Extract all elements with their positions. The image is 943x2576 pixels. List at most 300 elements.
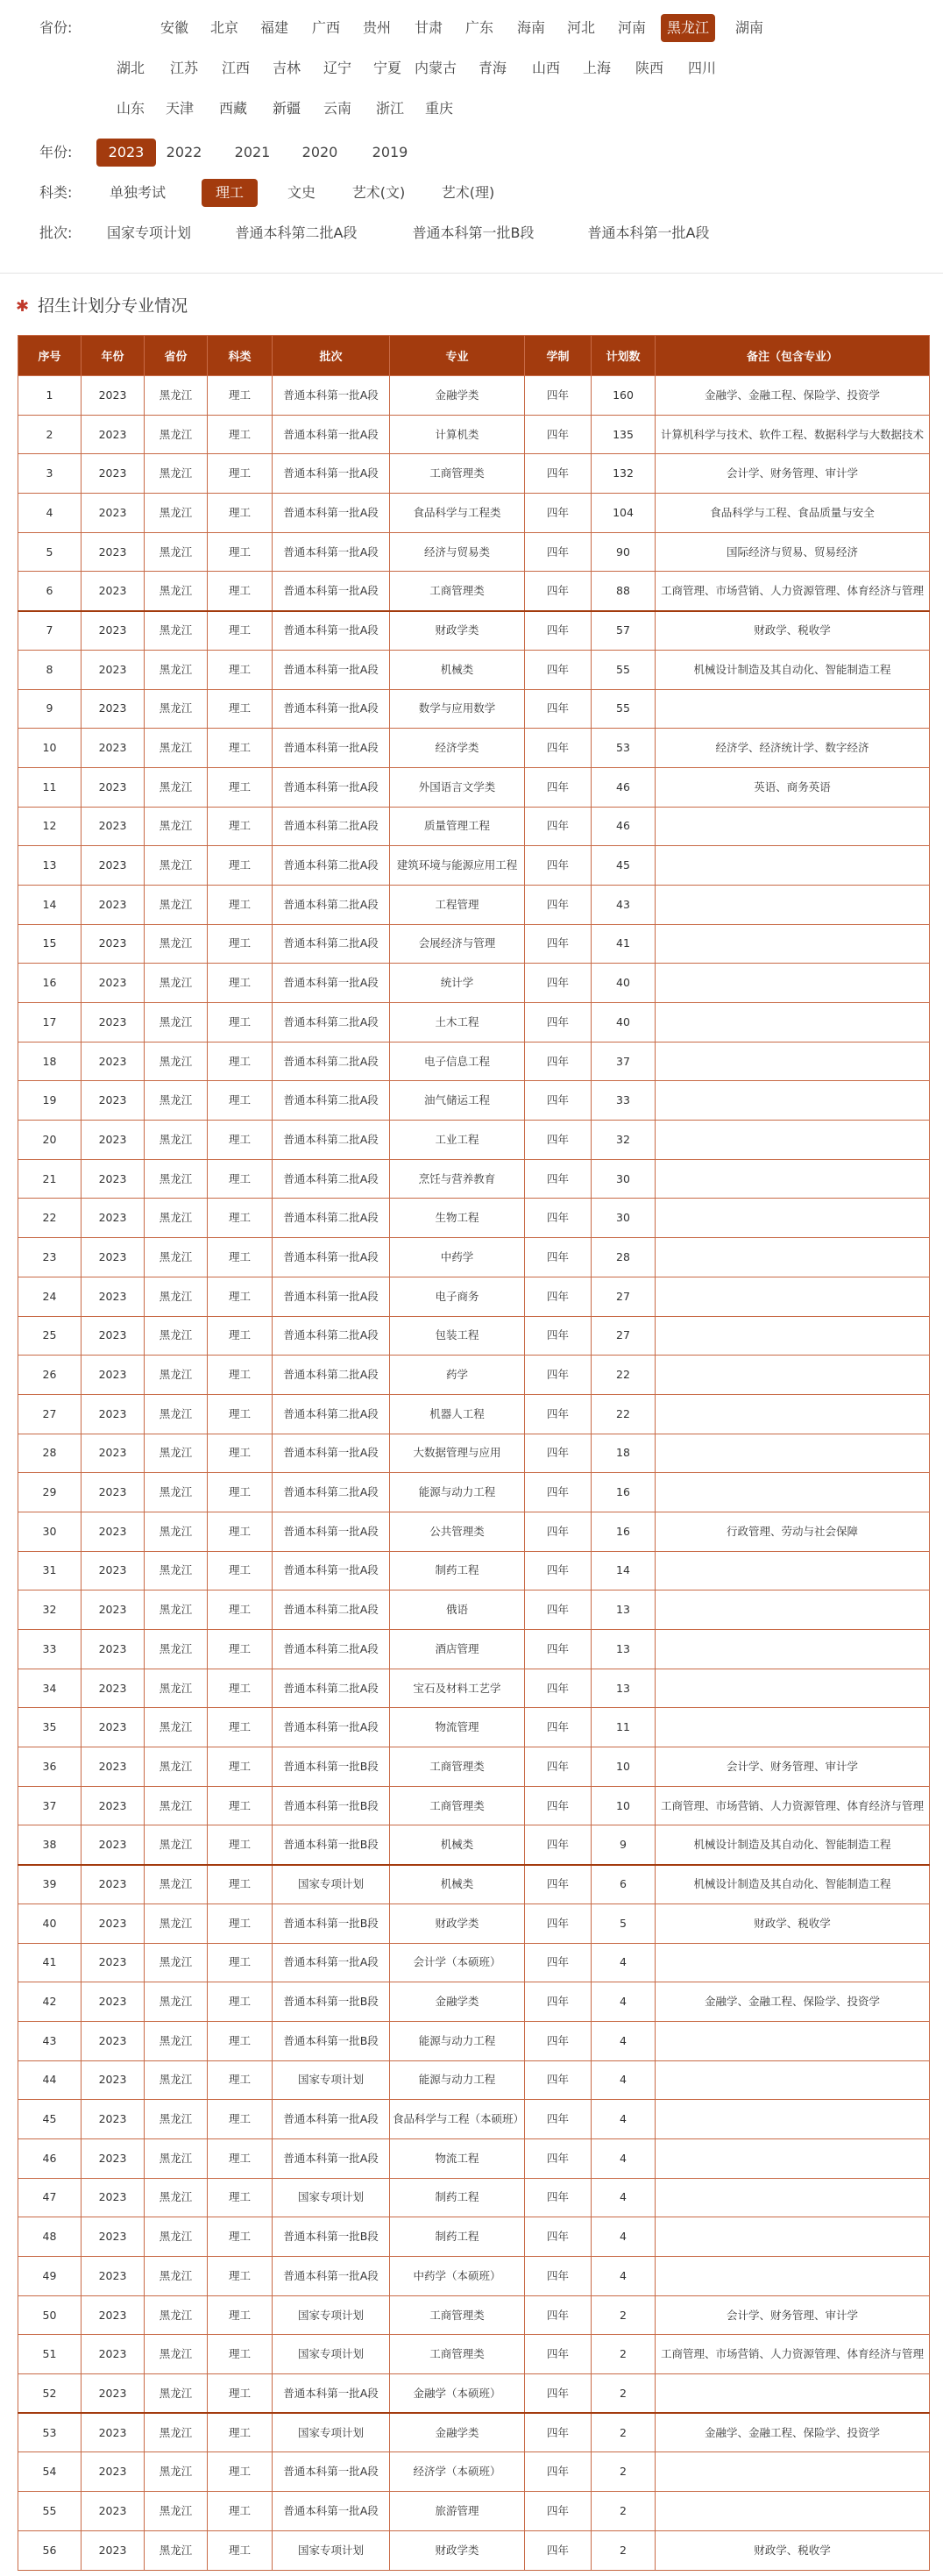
row-index: 39 [18, 1865, 82, 1904]
row-batch: 普通本科第一批A段 [273, 2452, 390, 2492]
subject-option[interactable]: 艺术(文) [351, 184, 406, 201]
row-index: 28 [18, 1434, 82, 1473]
row-province: 黑龙江 [145, 2060, 208, 2100]
row-province: 黑龙江 [145, 415, 208, 454]
row-index: 38 [18, 1825, 82, 1865]
province-option[interactable]: 湖北 [116, 60, 145, 76]
asterisk-icon: ✱ [16, 297, 30, 316]
province-option[interactable]: 甘肃 [414, 19, 443, 36]
province-option[interactable]: 广西 [311, 19, 340, 36]
row-remarks: 会计学、财务管理、审计学 [656, 454, 930, 494]
row-remarks [656, 1590, 930, 1630]
subject-label: 科类: [39, 184, 73, 201]
table-row [18, 1003, 930, 1042]
row-remarks: 会计学、财务管理、审计学 [656, 2295, 930, 2335]
subject-filter-row [39, 179, 933, 207]
row-subject: 理工 [208, 2374, 273, 2414]
row-major: 大数据管理与应用 [390, 1434, 525, 1473]
row-subject: 理工 [208, 2178, 273, 2217]
row-year: 2023 [82, 1473, 145, 1512]
row-subject: 理工 [208, 1943, 273, 1982]
batch-label: 批次: [39, 224, 73, 241]
table-row [18, 2178, 930, 2217]
row-index: 2 [18, 415, 82, 454]
subject-option[interactable]: 艺术(理) [441, 184, 495, 201]
row-duration: 四年 [525, 924, 592, 964]
row-province: 黑龙江 [145, 1081, 208, 1121]
row-index: 34 [18, 1669, 82, 1708]
row-major: 电子信息工程 [390, 1042, 525, 1081]
row-plan-count: 135 [592, 415, 656, 454]
row-remarks: 财政学、税收学 [656, 611, 930, 651]
row-batch: 普通本科第一批A段 [273, 650, 390, 689]
subject-option[interactable]: 文史 [287, 184, 316, 201]
row-remarks [656, 1394, 930, 1434]
row-province: 黑龙江 [145, 1394, 208, 1434]
row-batch: 普通本科第一批A段 [273, 376, 390, 416]
year-option[interactable]: 2020 [301, 144, 338, 160]
batch-option[interactable]: 国家专项计划 [106, 224, 191, 241]
row-subject: 理工 [208, 2335, 273, 2374]
row-remarks [656, 1669, 930, 1708]
table-row [18, 1434, 930, 1473]
table-row [18, 1943, 930, 1982]
row-plan-count: 13 [592, 1630, 656, 1669]
row-subject: 理工 [208, 1982, 273, 2022]
row-subject: 理工 [208, 1630, 273, 1669]
row-duration: 四年 [525, 650, 592, 689]
province-option[interactable]: 江苏 [169, 60, 198, 76]
row-batch: 普通本科第一批A段 [273, 494, 390, 533]
row-index: 36 [18, 1747, 82, 1787]
row-index: 6 [18, 572, 82, 611]
row-province: 黑龙江 [145, 689, 208, 729]
row-remarks [656, 1708, 930, 1747]
row-major: 经济与贸易类 [390, 532, 525, 572]
table-row [18, 1199, 930, 1238]
row-subject: 理工 [208, 611, 273, 651]
row-batch: 普通本科第一批B段 [273, 2217, 390, 2257]
row-subject: 理工 [208, 2217, 273, 2257]
row-duration: 四年 [525, 2492, 592, 2531]
table-row [18, 846, 930, 886]
row-province: 黑龙江 [145, 767, 208, 807]
row-major: 工业工程 [390, 1121, 525, 1160]
row-year: 2023 [82, 2178, 145, 2217]
row-remarks: 机械设计制造及其自动化、智能制造工程 [656, 1825, 930, 1865]
province-option[interactable]: 新疆 [272, 100, 301, 117]
row-year: 2023 [82, 376, 145, 416]
row-province: 黑龙江 [145, 532, 208, 572]
province-option[interactable]: 广东 [464, 19, 493, 36]
row-remarks: 工商管理、市场营销、人力资源管理、体育经济与管理 [656, 2335, 930, 2374]
table-row [18, 1669, 930, 1708]
table-row [18, 2452, 930, 2492]
row-year: 2023 [82, 2257, 145, 2296]
row-index: 44 [18, 2060, 82, 2100]
row-subject: 理工 [208, 2452, 273, 2492]
row-major: 制药工程 [390, 2178, 525, 2217]
province-option[interactable]: 天津 [165, 100, 194, 117]
row-province: 黑龙江 [145, 1473, 208, 1512]
row-subject: 理工 [208, 1747, 273, 1787]
row-year: 2023 [82, 1277, 145, 1316]
row-duration: 四年 [525, 1434, 592, 1473]
row-index: 16 [18, 964, 82, 1003]
province-option[interactable]: 宁夏 [372, 60, 401, 76]
year-filter-row [39, 139, 933, 167]
row-major: 建筑环境与能源应用工程 [390, 846, 525, 886]
row-batch: 普通本科第二批A段 [273, 1081, 390, 1121]
row-batch: 普通本科第一批A段 [273, 1943, 390, 1982]
row-index: 15 [18, 924, 82, 964]
province-option[interactable]: 河南 [617, 19, 646, 36]
row-plan-count: 30 [592, 1199, 656, 1238]
row-index: 4 [18, 494, 82, 533]
row-major: 酒店管理 [390, 1630, 525, 1669]
filter-panel [0, 0, 943, 274]
column-header: 学制 [525, 336, 592, 376]
row-duration: 四年 [525, 1943, 592, 1982]
table-row [18, 1630, 930, 1669]
province-option[interactable]: 浙江 [375, 100, 404, 117]
row-index: 55 [18, 2492, 82, 2531]
row-province: 黑龙江 [145, 572, 208, 611]
row-batch: 普通本科第二批A段 [273, 1042, 390, 1081]
row-index: 30 [18, 1512, 82, 1551]
row-province: 黑龙江 [145, 1238, 208, 1277]
row-duration: 四年 [525, 1512, 592, 1551]
batch-filter-row [39, 219, 933, 247]
row-duration: 四年 [525, 2295, 592, 2335]
province-option[interactable]: 内蒙古 [414, 60, 457, 76]
province-option[interactable]: 河北 [566, 19, 595, 36]
table-row [18, 1042, 930, 1081]
row-major: 食品科学与工程类 [390, 494, 525, 533]
province-option[interactable]: 山西 [531, 60, 560, 76]
row-plan-count: 40 [592, 1003, 656, 1042]
table-row [18, 1316, 930, 1356]
row-plan-count: 27 [592, 1316, 656, 1356]
row-plan-count: 132 [592, 454, 656, 494]
row-remarks [656, 1356, 930, 1395]
row-province: 黑龙江 [145, 1042, 208, 1081]
row-subject: 理工 [208, 1512, 273, 1551]
province-option[interactable]: 吉林 [272, 60, 301, 76]
row-batch: 普通本科第一批B段 [273, 1747, 390, 1787]
province-option[interactable]: 西藏 [218, 100, 247, 117]
row-major: 数学与应用数学 [390, 689, 525, 729]
row-province: 黑龙江 [145, 2530, 208, 2570]
row-plan-count: 43 [592, 885, 656, 924]
row-remarks: 工商管理、市场营销、人力资源管理、体育经济与管理 [656, 572, 930, 611]
table-row [18, 729, 930, 768]
row-index: 40 [18, 1904, 82, 1943]
column-header: 计划数 [592, 336, 656, 376]
row-batch: 普通本科第一批A段 [273, 1277, 390, 1316]
row-duration: 四年 [525, 572, 592, 611]
row-year: 2023 [82, 807, 145, 846]
row-major: 工商管理类 [390, 1747, 525, 1787]
province-option[interactable]: 安徽 [160, 19, 188, 36]
row-batch: 国家专项计划 [273, 1865, 390, 1904]
row-batch: 普通本科第一批A段 [273, 2492, 390, 2531]
row-year: 2023 [82, 1786, 145, 1825]
table-row [18, 2021, 930, 2060]
row-plan-count: 55 [592, 689, 656, 729]
row-duration: 四年 [525, 2138, 592, 2178]
row-duration: 四年 [525, 2257, 592, 2296]
province-option[interactable]: 重庆 [424, 100, 453, 117]
row-plan-count: 27 [592, 1277, 656, 1316]
row-plan-count: 22 [592, 1394, 656, 1434]
row-index: 21 [18, 1159, 82, 1199]
row-province: 黑龙江 [145, 1669, 208, 1708]
row-major: 工商管理类 [390, 2295, 525, 2335]
row-province: 黑龙江 [145, 2257, 208, 2296]
province-option[interactable]: 黑龙江 [661, 14, 715, 42]
row-index: 33 [18, 1630, 82, 1669]
row-province: 黑龙江 [145, 2100, 208, 2139]
province-option[interactable]: 陕西 [635, 60, 663, 76]
row-major: 金融学类 [390, 1982, 525, 2022]
row-plan-count: 13 [592, 1590, 656, 1630]
row-plan-count: 2 [592, 2530, 656, 2570]
batch-option[interactable]: 普通本科第二批A段 [235, 224, 358, 241]
row-index: 49 [18, 2257, 82, 2296]
row-subject: 理工 [208, 454, 273, 494]
table-row [18, 1473, 930, 1512]
row-major: 外国语言文学类 [390, 767, 525, 807]
row-index: 43 [18, 2021, 82, 2060]
row-province: 黑龙江 [145, 1630, 208, 1669]
row-batch: 国家专项计划 [273, 2530, 390, 2570]
row-plan-count: 4 [592, 2178, 656, 2217]
row-province: 黑龙江 [145, 2492, 208, 2531]
table-row [18, 1159, 930, 1199]
year-option[interactable]: 2022 [166, 144, 202, 160]
row-batch: 普通本科第一批A段 [273, 2100, 390, 2139]
year-option[interactable]: 2021 [234, 144, 271, 160]
row-year: 2023 [82, 885, 145, 924]
province-option[interactable]: 海南 [516, 19, 545, 36]
row-province: 黑龙江 [145, 1865, 208, 1904]
row-major: 电子商务 [390, 1277, 525, 1316]
row-year: 2023 [82, 2335, 145, 2374]
row-province: 黑龙江 [145, 376, 208, 416]
row-province: 黑龙江 [145, 2335, 208, 2374]
row-subject: 理工 [208, 2530, 273, 2570]
row-province: 黑龙江 [145, 807, 208, 846]
row-plan-count: 40 [592, 964, 656, 1003]
row-year: 2023 [82, 2138, 145, 2178]
table-row [18, 1865, 930, 1904]
row-year: 2023 [82, 1238, 145, 1277]
row-duration: 四年 [525, 494, 592, 533]
row-index: 25 [18, 1316, 82, 1356]
row-major: 工程管理 [390, 885, 525, 924]
row-province: 黑龙江 [145, 2021, 208, 2060]
row-province: 黑龙江 [145, 1316, 208, 1356]
row-province: 黑龙江 [145, 964, 208, 1003]
row-province: 黑龙江 [145, 2374, 208, 2414]
row-remarks [656, 964, 930, 1003]
row-duration: 四年 [525, 2060, 592, 2100]
table-row [18, 689, 930, 729]
year-label: 年份: [39, 144, 73, 160]
column-header: 年份 [82, 336, 145, 376]
column-header: 省份 [145, 336, 208, 376]
column-header: 批次 [273, 336, 390, 376]
row-subject: 理工 [208, 1238, 273, 1277]
row-duration: 四年 [525, 1277, 592, 1316]
row-subject: 理工 [208, 2060, 273, 2100]
table-row [18, 2257, 930, 2296]
row-duration: 四年 [525, 1159, 592, 1199]
row-remarks [656, 2217, 930, 2257]
row-plan-count: 13 [592, 1669, 656, 1708]
row-batch: 普通本科第二批A段 [273, 1316, 390, 1356]
row-batch: 普通本科第一批A段 [273, 964, 390, 1003]
row-index: 12 [18, 807, 82, 846]
row-remarks [656, 1630, 930, 1669]
row-index: 54 [18, 2452, 82, 2492]
row-subject: 理工 [208, 1199, 273, 1238]
row-plan-count: 5 [592, 1904, 656, 1943]
row-year: 2023 [82, 1356, 145, 1395]
table-row [18, 2060, 930, 2100]
row-duration: 四年 [525, 1590, 592, 1630]
province-option[interactable]: 辽宁 [323, 60, 351, 76]
row-province: 黑龙江 [145, 2217, 208, 2257]
row-batch: 普通本科第一批A段 [273, 767, 390, 807]
row-year: 2023 [82, 650, 145, 689]
row-year: 2023 [82, 1121, 145, 1160]
row-duration: 四年 [525, 454, 592, 494]
row-subject: 理工 [208, 2492, 273, 2531]
row-remarks [656, 1121, 930, 1160]
row-batch: 普通本科第二批A段 [273, 1630, 390, 1669]
row-plan-count: 4 [592, 1943, 656, 1982]
row-remarks [656, 2100, 930, 2139]
row-batch: 国家专项计划 [273, 2060, 390, 2100]
row-duration: 四年 [525, 2413, 592, 2452]
batch-option[interactable]: 普通本科第一批A段 [587, 224, 710, 241]
row-subject: 理工 [208, 1121, 273, 1160]
row-plan-count: 4 [592, 2021, 656, 2060]
province-option[interactable]: 青海 [478, 60, 507, 76]
row-index: 32 [18, 1590, 82, 1630]
year-option[interactable]: 2023 [96, 139, 156, 167]
province-option[interactable]: 湖南 [734, 19, 763, 36]
row-plan-count: 2 [592, 2452, 656, 2492]
row-batch: 普通本科第一批B段 [273, 1786, 390, 1825]
row-batch: 普通本科第一批A段 [273, 689, 390, 729]
row-batch: 普通本科第一批A段 [273, 415, 390, 454]
batch-option[interactable]: 普通本科第一批B段 [412, 224, 535, 241]
table-row [18, 924, 930, 964]
row-duration: 四年 [525, 1042, 592, 1081]
row-duration: 四年 [525, 846, 592, 886]
row-remarks [656, 1081, 930, 1121]
row-remarks [656, 1551, 930, 1590]
row-subject: 理工 [208, 2413, 273, 2452]
table-row [18, 1277, 930, 1316]
province-option[interactable]: 福建 [259, 19, 288, 36]
province-option[interactable]: 江西 [221, 60, 250, 76]
row-duration: 四年 [525, 2178, 592, 2217]
row-batch: 普通本科第二批A段 [273, 846, 390, 886]
row-year: 2023 [82, 1003, 145, 1042]
row-major: 会展经济与管理 [390, 924, 525, 964]
row-index: 23 [18, 1238, 82, 1277]
row-batch: 普通本科第一批A段 [273, 611, 390, 651]
subject-option[interactable]: 单独考试 [109, 184, 166, 201]
row-province: 黑龙江 [145, 611, 208, 651]
row-batch: 普通本科第二批A段 [273, 1356, 390, 1395]
row-remarks [656, 1943, 930, 1982]
row-province: 黑龙江 [145, 1277, 208, 1316]
province-option[interactable]: 北京 [209, 19, 238, 36]
row-subject: 理工 [208, 689, 273, 729]
table-row [18, 2100, 930, 2139]
row-subject: 理工 [208, 1590, 273, 1630]
row-year: 2023 [82, 2295, 145, 2335]
row-major: 计算机类 [390, 415, 525, 454]
province-option[interactable]: 四川 [687, 60, 716, 76]
row-batch: 普通本科第二批A段 [273, 1669, 390, 1708]
row-year: 2023 [82, 2492, 145, 2531]
row-remarks [656, 1277, 930, 1316]
province-option[interactable]: 上海 [582, 60, 611, 76]
row-year: 2023 [82, 1943, 145, 1982]
row-province: 黑龙江 [145, 729, 208, 768]
subject-option[interactable]: 理工 [202, 179, 258, 207]
table-row [18, 415, 930, 454]
row-year: 2023 [82, 1316, 145, 1356]
table-row [18, 2217, 930, 2257]
row-remarks [656, 2021, 930, 2060]
row-province: 黑龙江 [145, 1786, 208, 1825]
row-major: 制药工程 [390, 1551, 525, 1590]
row-plan-count: 88 [592, 572, 656, 611]
row-year: 2023 [82, 729, 145, 768]
row-year: 2023 [82, 1081, 145, 1121]
row-index: 7 [18, 611, 82, 651]
row-subject: 理工 [208, 1473, 273, 1512]
row-duration: 四年 [525, 964, 592, 1003]
row-index: 27 [18, 1394, 82, 1434]
province-option[interactable]: 山东 [116, 100, 145, 117]
row-batch: 普通本科第一批A段 [273, 532, 390, 572]
province-option[interactable]: 贵州 [362, 19, 391, 36]
row-year: 2023 [82, 1199, 145, 1238]
province-option[interactable]: 云南 [323, 100, 351, 117]
table-row [18, 807, 930, 846]
row-plan-count: 4 [592, 2217, 656, 2257]
row-major: 财政学类 [390, 611, 525, 651]
row-batch: 普通本科第二批A段 [273, 1473, 390, 1512]
table-row [18, 885, 930, 924]
row-subject: 理工 [208, 1708, 273, 1747]
row-plan-count: 30 [592, 1159, 656, 1199]
row-plan-count: 28 [592, 1238, 656, 1277]
row-index: 19 [18, 1081, 82, 1121]
row-year: 2023 [82, 2413, 145, 2452]
year-option[interactable]: 2019 [372, 144, 408, 160]
row-plan-count: 160 [592, 376, 656, 416]
row-duration: 四年 [525, 1747, 592, 1787]
